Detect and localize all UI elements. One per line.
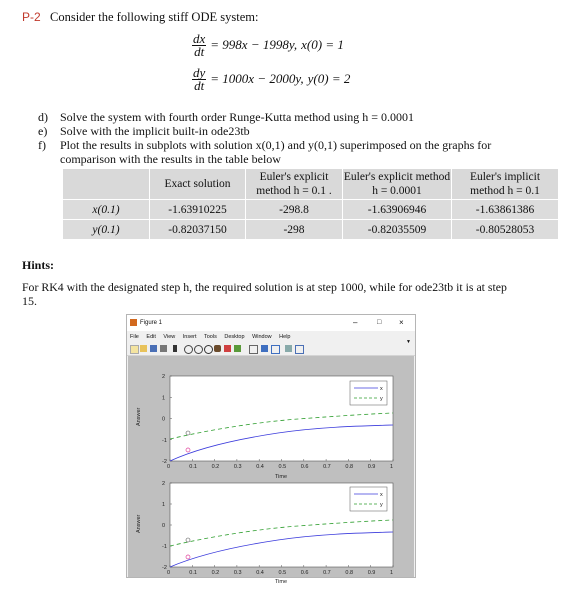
table-header-cell: Euler's explicit method h = 0.0001 [343,169,452,200]
figure-toolbar [127,343,415,356]
figure-window [126,314,416,585]
legend-x-label: x [380,492,383,498]
subplot-2-xlabel: Time [275,579,288,585]
hints-text-continued: 15. [22,294,37,308]
x-tick-label: 0.9 [367,464,376,470]
legend-x-label: x [380,386,383,392]
maximize-button[interactable]: □ [377,319,382,326]
print-icon[interactable] [160,345,167,352]
pointer-icon[interactable] [173,345,180,352]
x-tick-label: 0.2 [211,570,220,576]
table-cell: -1.63861386 [452,200,559,220]
x-tick-label: 0.8 [345,570,354,576]
table-cell: y(0.1) [63,220,150,240]
x-tick-label: 0.5 [278,570,287,576]
problem-number: P-2 [22,10,41,24]
menu-view[interactable]: View [163,334,176,340]
minimize-button[interactable]: – [353,318,358,327]
rotate-icon[interactable] [204,345,213,354]
x-tick-label: 0.3 [233,570,242,576]
colorbar-icon[interactable] [261,345,268,352]
hints-text: For RK4 with the designated step h, the required solution is at step 1000, while for ode23tb it is at step [22,280,507,294]
eq1-ic: x(0) = 1 [301,37,344,53]
eq2-derivative: $\frac{dy}{dt}$ [193,65,206,93]
table-header-cell: Exact solution [150,169,246,200]
x-tick-label: 0.4 [256,464,264,470]
menu-tools[interactable]: Tools [203,334,217,340]
zoom-out-icon[interactable] [194,345,203,354]
brush-icon[interactable] [234,345,241,352]
matlab-icon [130,319,137,326]
eq2-ic: y(0) = 2 [307,71,351,87]
menu-edit[interactable]: Edit [146,334,156,340]
x-tick-label: 0.8 [345,464,354,470]
table-row [63,200,559,220]
legend-y-label: y [380,396,383,402]
subplot-1-xlabel: Time [275,474,288,480]
table-cell: -0.82037150 [150,220,246,240]
close-button[interactable]: × [399,318,404,327]
x-tick-label: 0.3 [233,464,242,470]
table-header-cell [63,169,150,200]
zoom-in-icon[interactable] [184,345,193,354]
y-tick-label: 1 [162,502,166,508]
task-d: d) Solve the system with fourth order Runge-Kutta method using h = 0.0001 [38,110,415,124]
y-tick-label: 2 [162,481,166,487]
table-header-row [63,169,559,200]
equation-1 [192,33,344,58]
subplot-1 [136,374,393,480]
pan-icon[interactable] [214,345,221,352]
x-tick-label: 0.5 [278,464,287,470]
task-f-continued: comparison with the results in the table below [60,152,281,166]
x-tick-label: 0.2 [211,464,220,470]
x-tick-label: 0.7 [323,464,331,470]
eq1-derivative: $\frac{dx}{dt}$ [193,31,206,59]
new-figure-icon[interactable] [130,345,139,354]
task-f: f) Plot the results in subplots with solution x(0,1) and y(0,1) superimposed on the graphs for [38,138,492,152]
x-tick-label: 0.6 [300,464,309,470]
table-header-cell: Euler's explicit method h = 0.1 . [246,169,343,200]
table-row [63,220,559,240]
task-e: e) Solve with the implicit built-in ode23tb [38,124,250,138]
x-tick-label: 1 [390,464,394,470]
hide-plot-tools-icon[interactable] [285,345,292,352]
x-tick-label: 0.7 [323,570,331,576]
eq2-rhs: = 1000x − 2000y, [210,71,304,87]
save-icon[interactable] [150,345,157,352]
y-tick-label: -2 [162,459,167,465]
problem-intro: Consider the following stiff ODE system: [50,10,259,24]
y-tick-label: -1 [162,437,167,444]
open-file-icon[interactable] [140,345,147,352]
menu-help[interactable]: Help [279,334,291,340]
equation-2 [192,67,350,92]
y-tick-label: 0 [162,523,166,529]
results-table [62,168,559,240]
y-tick-label: -1 [162,544,167,550]
table-cell: -0.82035509 [343,220,452,240]
link-icon[interactable] [249,345,258,354]
x-tick-label: 0.9 [367,570,376,576]
eq1-rhs: = 998x − 1998y, [210,37,298,53]
subplot-2-ylabel: Answer [136,514,142,533]
table-cell: -298.8 [246,200,343,220]
x-tick-label: 0 [167,570,171,576]
figure-titlebar [127,315,415,331]
menu-file[interactable]: File [130,334,139,340]
table-cell: -0.80528053 [452,220,559,240]
data-cursor-icon[interactable] [224,345,231,352]
table-cell: -1.63910225 [150,200,246,220]
hints-title: Hints: [22,258,55,272]
chevron-down-icon[interactable]: ▼ [406,339,411,345]
table-cell: x(0.1) [63,200,150,220]
x-tick-label: 1 [390,570,394,576]
y-tick-label: -2 [162,565,167,571]
x-tick-label: 0.4 [256,570,264,576]
table-header-cell: Euler's implicit method h = 0.1 [452,169,559,200]
menu-desktop[interactable]: Desktop [224,334,245,340]
y-tick-label: 2 [162,374,166,380]
show-plot-tools-icon[interactable] [295,345,304,354]
x-tick-label: 0 [167,464,171,470]
subplot-1-ylabel: Answer [136,407,142,426]
figure-title: Figure 1 [140,320,163,326]
y-tick-label: 1 [162,395,166,402]
x-tick-label: 0.1 [189,570,197,576]
legend-y-label: y [380,502,383,508]
figure-menubar [127,331,415,343]
x-tick-label: 0.6 [300,570,309,576]
y-tick-label: 0 [162,416,166,423]
menu-insert[interactable]: Insert [182,334,197,340]
menu-window[interactable]: Window [252,334,272,340]
figure-canvas [128,356,414,585]
legend-icon[interactable] [271,345,280,354]
table-cell: -298 [246,220,343,240]
subplot-2 [136,481,393,585]
x-tick-label: 0.1 [189,464,197,470]
table-cell: -1.63906946 [343,200,452,220]
